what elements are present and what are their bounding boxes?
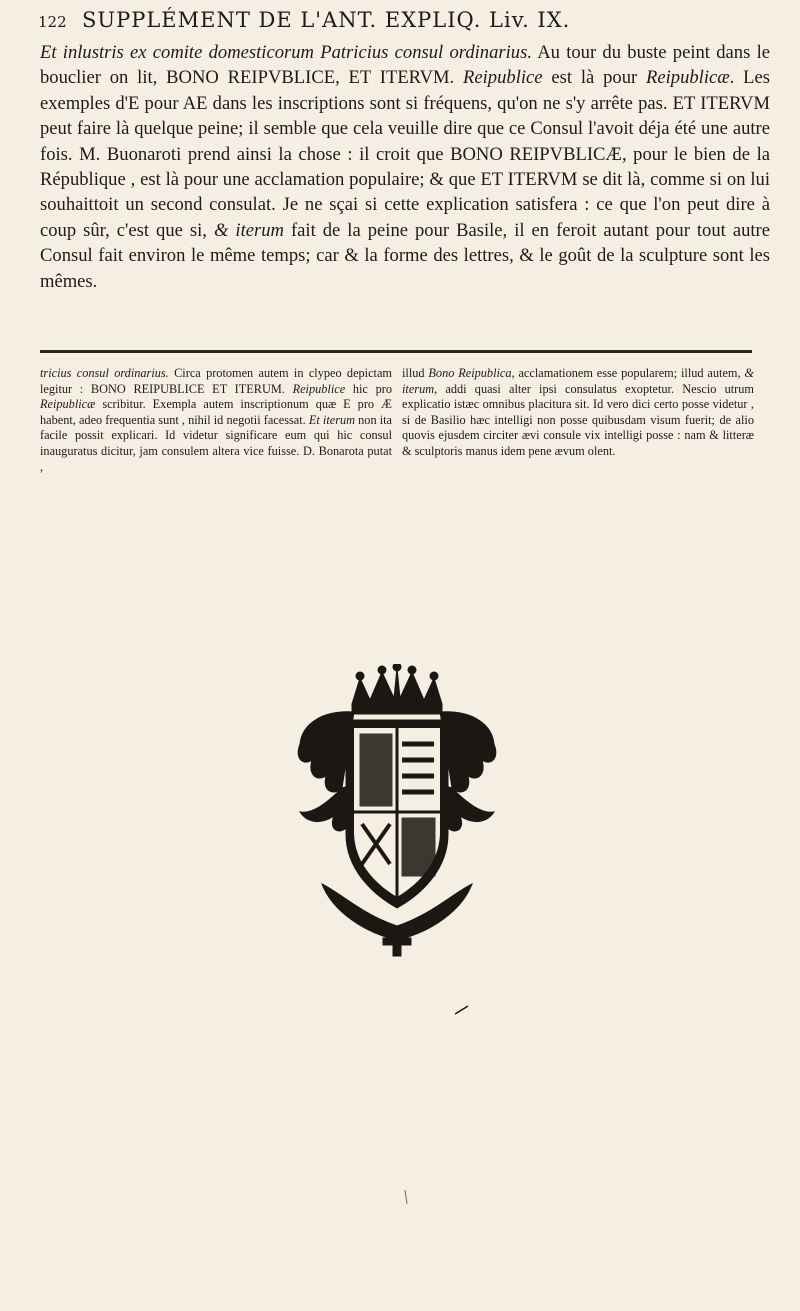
note-right-text-2: , acclamationem esse popularem; illud autem,	[511, 366, 745, 380]
main-italic-1: Et inlustris ex comite domesticorum Patricius consul ordinarius.	[40, 42, 532, 63]
main-text-4: fait de la peine pour Basile, il en feroit autant pour tout autre Consul fait environ le même temps; car & la forme des lettres, & le goût de la sculpture sont les mêmes.	[40, 219, 770, 292]
footnote-divider	[40, 350, 752, 353]
page-number: 122	[38, 13, 67, 31]
note-left-italic-2: Reipublice	[292, 381, 346, 396]
running-title: SUPPLÉMENT DE L'ANT. EXPLIQ. Liv. IX.	[82, 8, 571, 32]
page-header	[38, 8, 768, 42]
note-left-italic-4: Et iterum	[308, 412, 356, 427]
footnote-right-column	[402, 366, 754, 475]
main-text-2: est là pour	[542, 67, 647, 89]
main-paragraph	[40, 40, 770, 294]
note-left-text-2: hic pro	[345, 381, 392, 396]
note-left-italic-3: Reipublicæ	[40, 397, 96, 412]
footnote-left-column	[40, 366, 392, 475]
stray-ink-mark-lower	[404, 1190, 408, 1204]
note-left-text-4: non ita facile possit explicari. Id videtur significare eum qui hic consul inauguratus dicitur, jam consulem altera vice fuisse. D. Bonarota putat ,	[40, 412, 393, 474]
footnotes	[40, 366, 754, 475]
main-italic-4: & iterum	[213, 219, 284, 241]
note-right-italic-1: Bono Reipublica	[428, 366, 512, 380]
note-right-italic-2: & iterum	[402, 366, 754, 396]
note-right-text-3: , addi quasi alter ipsi consulatus exoptetur. Nescio utrum explicatio istæc omnibus placitura sit. Id vero dici certo posse videtur , si de Basilio hæc intelligi non posse quibusdam visum fuerit; de alio quovis ejusdem circiter ævi consule vix intelligi posse : nam & litteræ & sculptoris manus idem pene ævum olent.	[402, 381, 754, 458]
note-left-text-1: Circa protomen autem in clypeo depictam legitur : BONO REIPUBLICE ET ITERUM.	[40, 366, 392, 396]
coat-of-arms-icon	[282, 664, 512, 960]
note-left-italic-1: tricius consul ordinarius.	[40, 366, 169, 380]
main-text-1: Au tour du buste peint dans le bouclier on lit, BONO REIPVBLICE, ET ITERVM.	[40, 42, 770, 89]
main-text-3: . Les exemples d'E pour AE dans les inscriptions sont si fréquens, qu'on ne s'y arrête pas. ET ITERVM peut faire là quelque peine; il semble que cela veuille dire que ce Consul l'avoit déja été une autre fois. M. Buonaroti prend ainsi la chose : il croit que BONO REIPVBLICÆ, pour le bien de la République , est là pour une acclamation populaire; & que ET ITERVM se dit là, comme si on lui souhaittoit un second consulat. Je ne sçai si cette explication satisfera : ce que l'on peut dire à coup sûr, c'est que si,	[40, 67, 770, 241]
note-left-text-3: scribitur. Exempla autem inscriptionum quæ E pro Æ habent, adeo frequentia sunt , nihil id negotii facessat.	[40, 397, 392, 427]
stray-ink-mark	[455, 1005, 469, 1015]
note-right-text-1: illud	[402, 366, 429, 380]
main-italic-2: Reipublice	[463, 67, 543, 89]
main-italic-3: Reipublicæ	[646, 67, 730, 89]
